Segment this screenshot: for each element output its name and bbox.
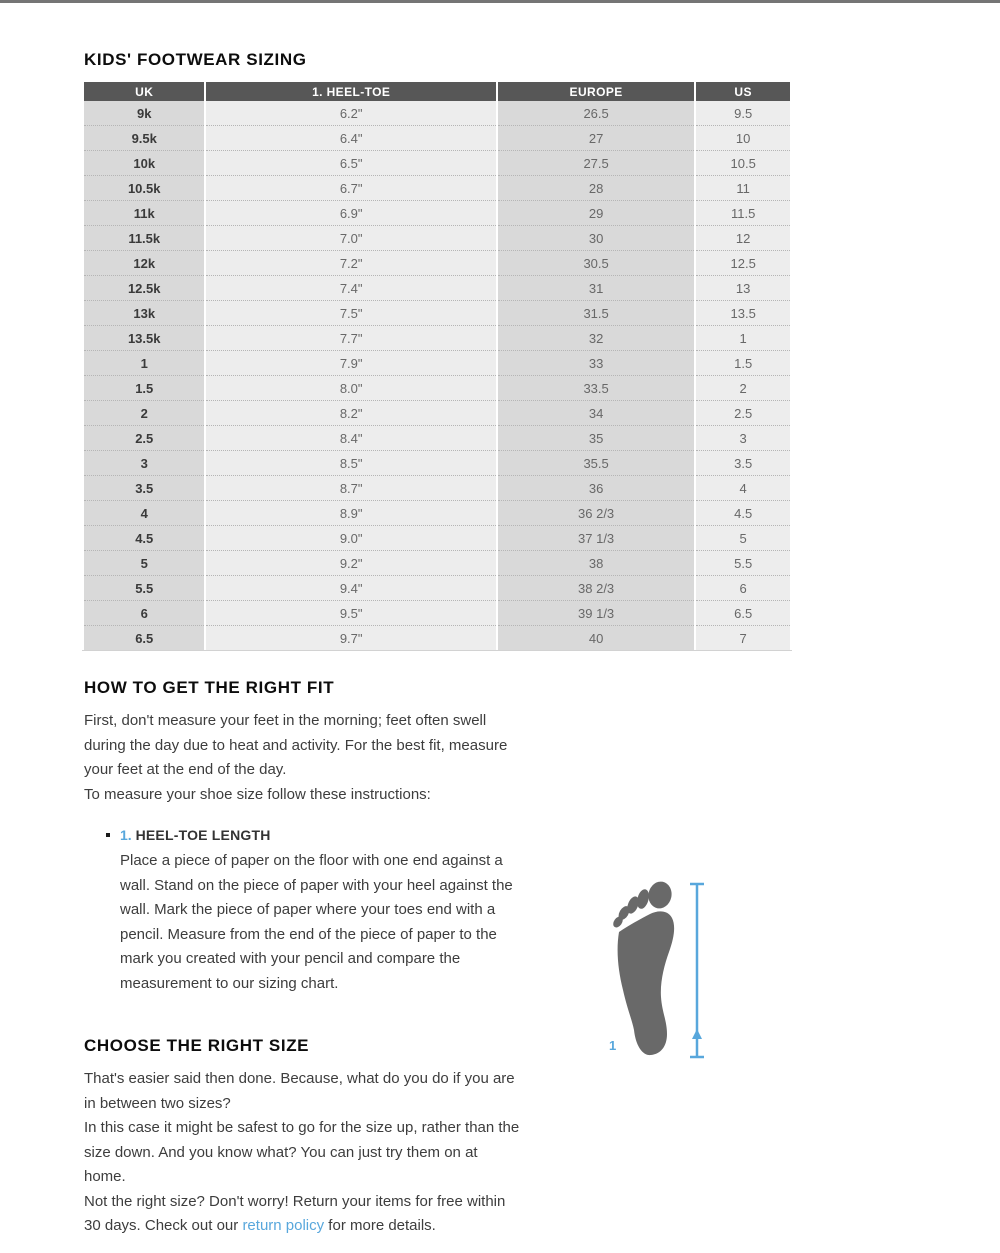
cell: 8.0" bbox=[206, 376, 495, 401]
row-header: 2.5 bbox=[84, 426, 204, 451]
square-bullet-icon bbox=[106, 833, 110, 837]
cell: 8.7" bbox=[206, 476, 495, 501]
row-header: 3 bbox=[84, 451, 204, 476]
row-header: 13.5k bbox=[84, 326, 204, 351]
row-header: 11.5k bbox=[84, 226, 204, 251]
column-header: EUROPE bbox=[498, 82, 694, 101]
table-row bbox=[84, 226, 790, 251]
returns-text-before: Not the right size? Don't worry! Return your items for free within 30 days. Check out our bbox=[84, 1192, 506, 1234]
cell: 36 bbox=[498, 476, 694, 501]
cell: 6.2" bbox=[206, 101, 495, 126]
sizing-table-head bbox=[84, 82, 790, 101]
row-header: 5.5 bbox=[84, 576, 204, 601]
cell: 9.4" bbox=[206, 576, 495, 601]
cell: 33 bbox=[498, 351, 694, 376]
cell: 31.5 bbox=[498, 301, 694, 326]
choose-section-title: CHOOSE THE RIGHT SIZE bbox=[84, 1036, 310, 1055]
table-row bbox=[84, 501, 790, 526]
sizing-table bbox=[82, 82, 792, 651]
table-row bbox=[84, 401, 790, 426]
cell: 8.4" bbox=[206, 426, 495, 451]
cell: 35.5 bbox=[498, 451, 694, 476]
row-header: 12k bbox=[84, 251, 204, 276]
cell: 4 bbox=[696, 476, 790, 501]
cell: 1.5 bbox=[696, 351, 790, 376]
cell: 35 bbox=[498, 426, 694, 451]
cell: 30 bbox=[498, 226, 694, 251]
cell: 31 bbox=[498, 276, 694, 301]
cell: 9.5 bbox=[696, 101, 790, 126]
table-row bbox=[84, 201, 790, 226]
step-name: HEEL-TOE LENGTH bbox=[135, 827, 271, 843]
cell: 10 bbox=[696, 126, 790, 151]
page-title: KIDS' FOOTWEAR SIZING bbox=[84, 50, 307, 69]
cell: 5 bbox=[696, 526, 790, 551]
cell: 37 1/3 bbox=[498, 526, 694, 551]
table-row bbox=[84, 126, 790, 151]
choose-paragraph-2: In this case it might be safest to go for the size up, rather than the size down. And you know what? You can just try them on at home. bbox=[84, 1119, 520, 1185]
cell: 8.2" bbox=[206, 401, 495, 426]
row-header: 4.5 bbox=[84, 526, 204, 551]
cell: 1 bbox=[696, 326, 790, 351]
row-header: 3.5 bbox=[84, 476, 204, 501]
cell: 40 bbox=[498, 626, 694, 650]
table-row bbox=[84, 526, 790, 551]
table-row bbox=[84, 151, 790, 176]
table-row bbox=[84, 176, 790, 201]
step-number: 1. bbox=[120, 827, 132, 843]
cell: 39 1/3 bbox=[498, 601, 694, 626]
cell: 12.5 bbox=[696, 251, 790, 276]
cell: 12 bbox=[696, 226, 790, 251]
cell: 7.9" bbox=[206, 351, 495, 376]
row-header: 9k bbox=[84, 101, 204, 126]
row-header: 5 bbox=[84, 551, 204, 576]
table-row bbox=[84, 376, 790, 401]
cell: 38 bbox=[498, 551, 694, 576]
fit-paragraph-2: To measure your shoe size follow these instructions: bbox=[84, 785, 431, 803]
cell: 6.7" bbox=[206, 176, 495, 201]
cell: 11 bbox=[696, 176, 790, 201]
table-row bbox=[84, 551, 790, 576]
cell: 10.5 bbox=[696, 151, 790, 176]
step-title bbox=[120, 825, 514, 845]
row-header: 6 bbox=[84, 601, 204, 626]
foot-diagram-svg bbox=[600, 878, 712, 1063]
table-row bbox=[84, 351, 790, 376]
table-row bbox=[84, 301, 790, 326]
step-body: Place a piece of paper on the floor with one end against a wall. Stand on the piece of paper with your heel against the wall. Mark the piece of paper where your toes end with a pencil. Measure from the end of the piece of paper to the mark you created with your pencil and compare the measurement to our sizing chart. bbox=[120, 852, 513, 992]
row-header: 13k bbox=[84, 301, 204, 326]
cell: 7.0" bbox=[206, 226, 495, 251]
column-header: UK bbox=[84, 82, 204, 101]
cell: 7.5" bbox=[206, 301, 495, 326]
table-row bbox=[84, 326, 790, 351]
returns-paragraph bbox=[84, 1190, 521, 1239]
column-header: US bbox=[696, 82, 790, 101]
cell: 6 bbox=[696, 576, 790, 601]
table-row bbox=[84, 601, 790, 626]
cell: 9.7" bbox=[206, 626, 495, 650]
cell: 30.5 bbox=[498, 251, 694, 276]
cell: 27.5 bbox=[498, 151, 694, 176]
cell: 38 2/3 bbox=[498, 576, 694, 601]
row-header: 1.5 bbox=[84, 376, 204, 401]
row-header: 11k bbox=[84, 201, 204, 226]
sizing-table-body bbox=[84, 101, 790, 650]
cell: 4.5 bbox=[696, 501, 790, 526]
cell: 33.5 bbox=[498, 376, 694, 401]
cell: 6.5" bbox=[206, 151, 495, 176]
fit-section-title: HOW TO GET THE RIGHT FIT bbox=[84, 678, 335, 697]
row-header: 6.5 bbox=[84, 626, 204, 650]
foot-silhouette-icon bbox=[611, 879, 674, 1055]
cell: 29 bbox=[498, 201, 694, 226]
row-header: 1 bbox=[84, 351, 204, 376]
cell: 8.9" bbox=[206, 501, 495, 526]
cell: 2.5 bbox=[696, 401, 790, 426]
fit-paragraph-1: First, don't measure your feet in the morning; feet often swell during the day due to heat and activity. For the best fit, measure your feet at the end of the day. bbox=[84, 712, 508, 778]
measurement-arrow-icon bbox=[690, 884, 704, 1057]
diagram-step-label: 1 bbox=[609, 1038, 617, 1053]
cell: 9.5" bbox=[206, 601, 495, 626]
table-row bbox=[84, 576, 790, 601]
cell: 6.5 bbox=[696, 601, 790, 626]
cell: 13 bbox=[696, 276, 790, 301]
row-header: 12.5k bbox=[84, 276, 204, 301]
column-header: 1. HEEL-TOE bbox=[206, 82, 495, 101]
cell: 7.4" bbox=[206, 276, 495, 301]
cell: 36 2/3 bbox=[498, 501, 694, 526]
cell: 6.9" bbox=[206, 201, 495, 226]
cell: 26.5 bbox=[498, 101, 694, 126]
cell: 2 bbox=[696, 376, 790, 401]
step-content bbox=[120, 825, 514, 996]
table-row bbox=[84, 251, 790, 276]
cell: 27 bbox=[498, 126, 694, 151]
row-header: 9.5k bbox=[84, 126, 204, 151]
cell: 7 bbox=[696, 626, 790, 650]
cell: 3.5 bbox=[696, 451, 790, 476]
cell: 9.2" bbox=[206, 551, 495, 576]
sizing-table-head-row bbox=[84, 82, 790, 101]
row-header: 10k bbox=[84, 151, 204, 176]
cell: 11.5 bbox=[696, 201, 790, 226]
cell: 9.0" bbox=[206, 526, 495, 551]
cell: 7.7" bbox=[206, 326, 495, 351]
cell: 34 bbox=[498, 401, 694, 426]
table-row bbox=[84, 476, 790, 501]
choose-paragraph-1: That's easier said then done. Because, what do you do if you are in between two sizes? bbox=[84, 1070, 515, 1112]
table-row bbox=[84, 101, 790, 126]
return-policy-link[interactable]: return policy bbox=[242, 1217, 325, 1234]
step-heel-toe bbox=[106, 825, 1000, 996]
row-header: 10.5k bbox=[84, 176, 204, 201]
cell: 8.5" bbox=[206, 451, 495, 476]
foot-measurement-diagram bbox=[600, 878, 712, 1063]
returns-text-after: for more details. bbox=[324, 1217, 436, 1234]
cell: 32 bbox=[498, 326, 694, 351]
cell: 7.2" bbox=[206, 251, 495, 276]
cell: 6.4" bbox=[206, 126, 495, 151]
cell: 13.5 bbox=[696, 301, 790, 326]
table-row bbox=[84, 626, 790, 650]
table-row bbox=[84, 426, 790, 451]
table-row bbox=[84, 276, 790, 301]
table-row bbox=[84, 451, 790, 476]
cell: 28 bbox=[498, 176, 694, 201]
cell: 5.5 bbox=[696, 551, 790, 576]
row-header: 4 bbox=[84, 501, 204, 526]
cell: 3 bbox=[696, 426, 790, 451]
row-header: 2 bbox=[84, 401, 204, 426]
